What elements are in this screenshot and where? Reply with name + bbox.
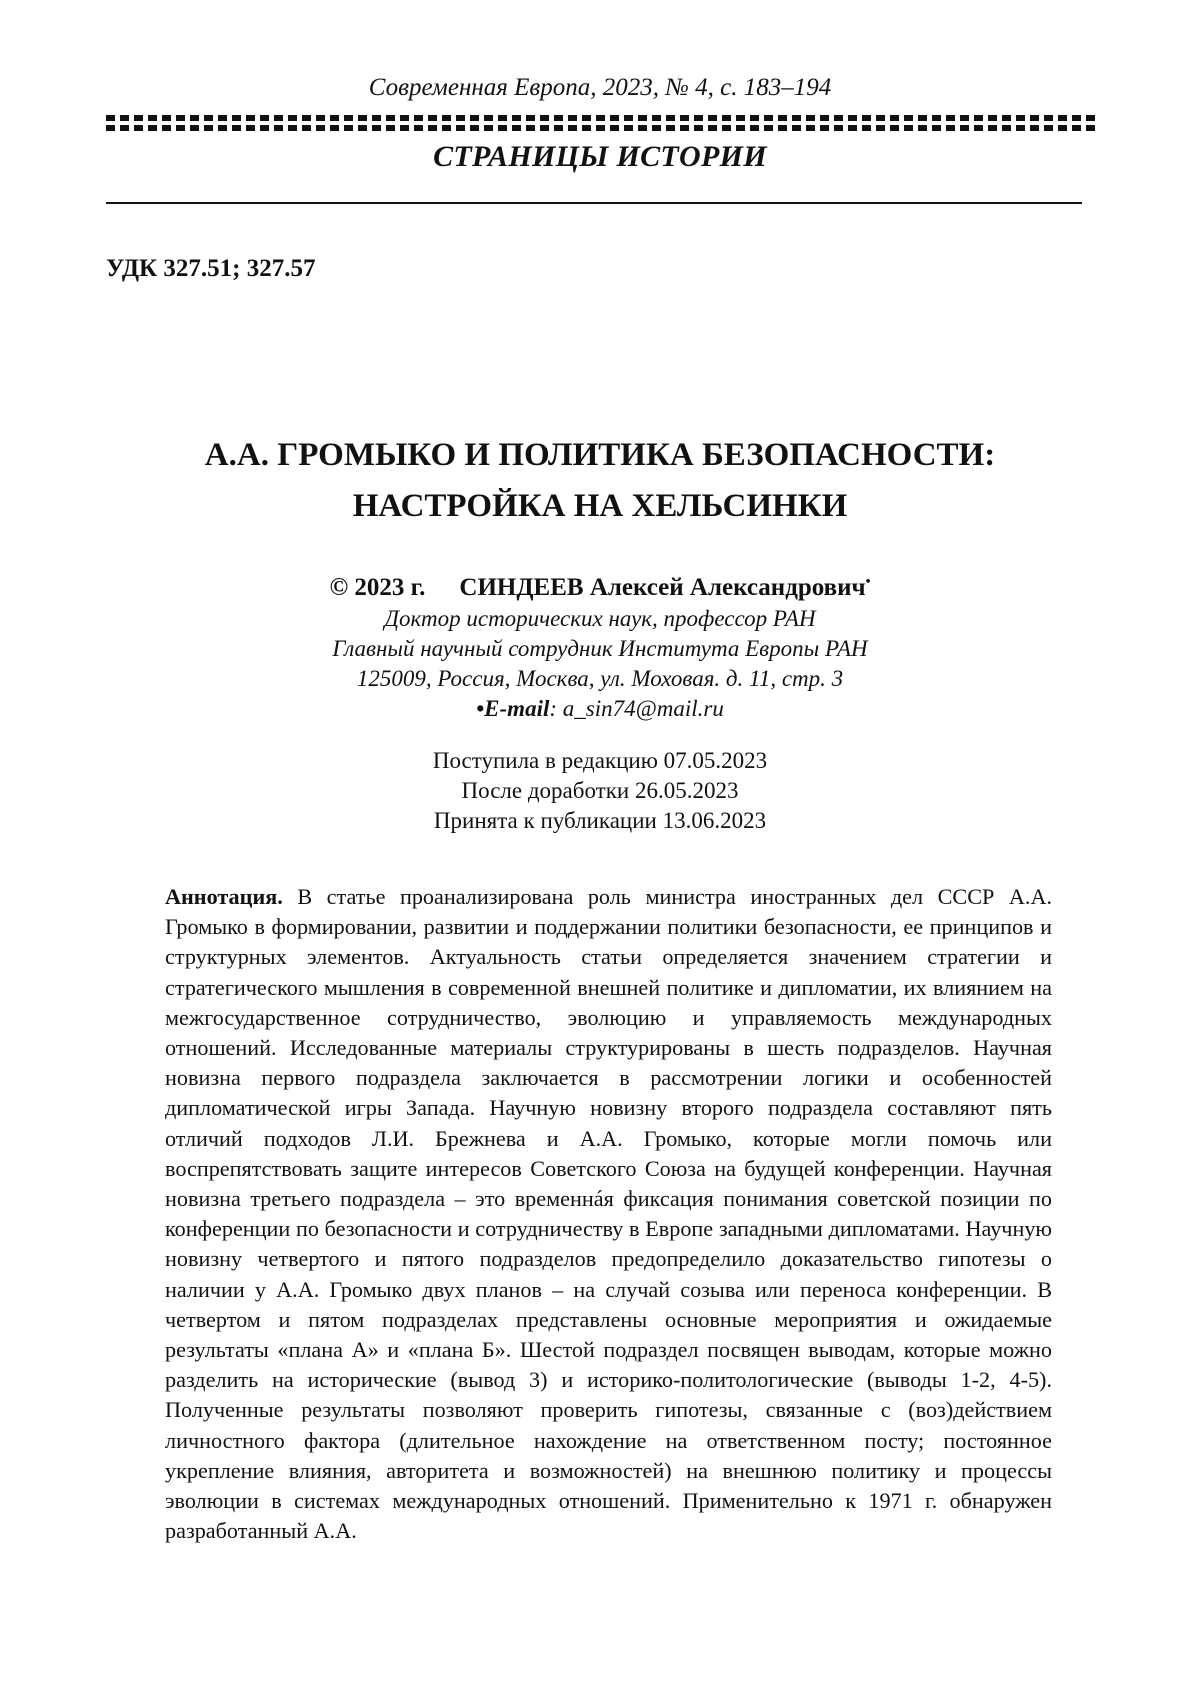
title-line-2: НАСТРОЙКА НА ХЕЛЬСИНКИ bbox=[352, 488, 848, 524]
double-rule-divider bbox=[106, 115, 1100, 131]
abstract bbox=[165, 882, 1052, 1546]
date-accepted: Принята к публикации 13.06.2023 bbox=[433, 808, 767, 833]
article-title bbox=[0, 430, 1200, 532]
copyright-year: © 2023 г. bbox=[329, 574, 426, 601]
author-marker: • bbox=[865, 574, 871, 590]
author-affiliation bbox=[0, 604, 1200, 724]
author-email: a_sin74@mail.ru bbox=[562, 696, 724, 721]
author-line bbox=[0, 574, 1200, 602]
author-address: 125009, Россия, Москва, ул. Моховая. д. 11, стр. 3 bbox=[356, 666, 844, 691]
section-heading: СТРАНИЦЫ ИСТОРИИ bbox=[433, 140, 767, 173]
udk-code: УДК 327.51; 327.57 bbox=[106, 255, 316, 282]
author-degree: Доктор исторических наук, профессор РАН bbox=[384, 606, 816, 631]
author-name: СИНДЕЕВ Алексей Александрович bbox=[459, 574, 866, 601]
publication-dates bbox=[0, 746, 1200, 836]
date-revised: После доработки 26.05.2023 bbox=[461, 778, 739, 803]
date-received: Поступила в редакцию 07.05.2023 bbox=[432, 748, 768, 773]
abstract-label: Аннотация. bbox=[165, 884, 283, 909]
abstract-text: В статье проанализирована роль министра иностранных дел СССР А.А. Громыко в формировании, развитии и поддержании политики безопасности, ее принципов и структурных элементов. Актуальность статьи определяется значением стратегии и стратегического мышления в современной внешней политике и дипломатии, их влиянием на межгосударственное сотрудничество, эволюцию и управляемость международных отношений. Исследованные материалы структурированы в шесть подразделов. Научная новизна первого подраздела заключается в рассмотрении логики и особенностей дипломатической игры Запада. Научную новизну второго подраздела составляют пять отличий подходов Л.И. Брежнева и А.А. Громыко, которые могли помочь или воспрепятствовать защите интересов Советского Союза на будущей конференции. Научная новизна третьего подраздела – это временнáя фиксация понимания советской позиции по конференции по безопасности и сотрудничеству в Европе западными дипломатами. Научную новизну четвертого и пятого подразделов предопределило доказательство гипотезы о наличии у А.А. Громыко двух планов – на случай созыва или переноса конференции. В четвертом и пятом подразделах представлены основные мероприятия и ожидаемые результаты «плана А» и «плана Б». Шестой подраздел посвящен выводам, которые можно разделить на исторические (вывод 3) и историко-политологические (выводы 1-2, 4-5). Полученные результаты позволяют проверить гипотезы, связанные с (воз)действием личностного фактора (длительное нахождение на ответственном посту; постоянное укрепление влияния, авторитета и возможностей) на внешнюю политику и процессы эволюции в системах международных отношений. Применительно к 1971 г. обнаружен разработанный А.А. bbox=[165, 884, 1053, 1544]
journal-citation: Современная Европа, 2023, № 4, с. 183–194 bbox=[368, 74, 832, 101]
rule-divider bbox=[106, 202, 1082, 204]
author-position: Главный научный сотрудник Института Европы РАН bbox=[332, 636, 868, 661]
email-label: •E-mail bbox=[476, 696, 550, 721]
title-line-1: А.А. ГРОМЫКО И ПОЛИТИКА БЕЗОПАСНОСТИ: bbox=[204, 437, 996, 473]
author-email-line: •E-mail: a_sin74@mail.ru bbox=[476, 696, 724, 721]
